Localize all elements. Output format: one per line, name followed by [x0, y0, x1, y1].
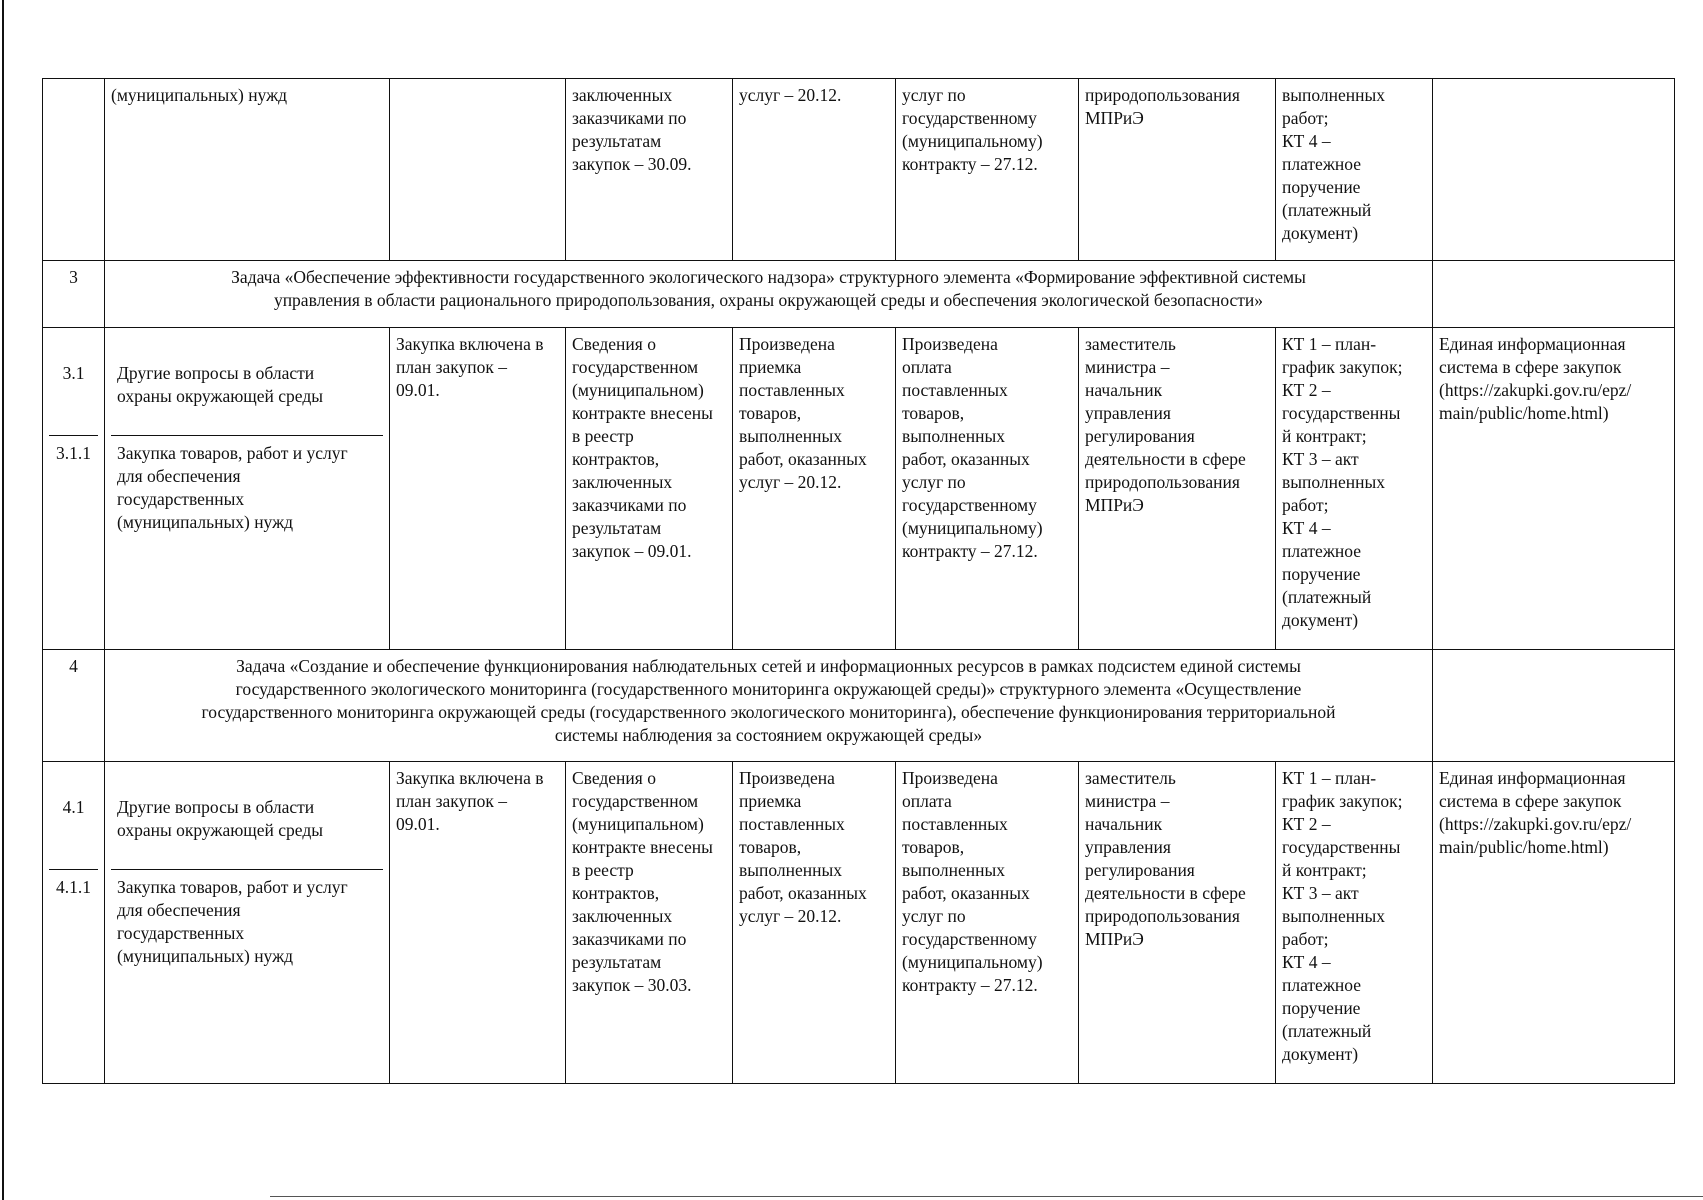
task-number: 3	[43, 261, 105, 328]
cell-name: (муниципальных) нужд	[105, 79, 390, 261]
cell-num	[43, 328, 105, 650]
footer-divider	[270, 1196, 1703, 1197]
cell-num	[43, 79, 105, 261]
cell-event	[390, 79, 566, 261]
cell-info: Сведения о государственном (муниципальном) контракте внесены в реестр контрактов, заключенных заказчиками по результатам закупок – 09.01.	[566, 328, 733, 650]
cell-payment: Произведена оплата поставленных товаров, выполненных работ, оказанных услуг по государственному (муниципальному) контракту – 27.12.	[896, 328, 1079, 650]
cell-acceptance: услуг – 20.12.	[733, 79, 896, 261]
row-number: 3.1	[62, 363, 85, 383]
table-row	[43, 762, 1675, 1084]
cell-responsible: природопользования МПРиЭ	[1079, 79, 1276, 261]
task-number: 4	[43, 650, 105, 762]
cell-payment: Произведена оплата поставленных товаров, выполненных работ, оказанных услуг по государственному (муниципальному) контракту – 27.12.	[896, 762, 1079, 1084]
task-row	[43, 650, 1675, 762]
table-row	[43, 328, 1675, 650]
cell-name	[105, 328, 390, 650]
cell-acceptance: Произведена приемка поставленных товаров, выполненных работ, оказанных услуг – 20.12.	[733, 762, 896, 1084]
cell-info: заключенных заказчиками по результатам закупок – 30.09.	[566, 79, 733, 261]
row-number: 4.1	[62, 797, 85, 817]
cell-source	[1433, 79, 1675, 261]
cell-checkpoints: КТ 1 – план- график закупок; КТ 2 – государственны й контракт; КТ 3 – акт выполненных работ; КТ 4 – платежное поручение (платежный документ)	[1276, 762, 1433, 1084]
row-name: Другие вопросы в области охраны окружающей среды	[117, 797, 324, 840]
binder-edge-line	[2, 0, 4, 1200]
cell-info: Сведения о государственном (муниципальном) контракте внесены в реестр контрактов, заключенных заказчиками по результатам закупок – 30.03.	[566, 762, 733, 1084]
cell-responsible: заместитель министра – начальник управления регулирования деятельности в сфере природопользования МПРиЭ	[1079, 328, 1276, 650]
task-description: Задача «Обеспечение эффективности государственного экологического надзора» структурного элемента «Формирование эффективной системы управления в области рационального природопользования, охраны окружающей среды и обеспечения экологической безопасности»	[105, 261, 1433, 328]
task-empty-cell	[1433, 650, 1675, 762]
cell-num	[43, 762, 105, 1084]
cell-acceptance: Произведена приемка поставленных товаров, выполненных работ, оказанных услуг – 20.12.	[733, 328, 896, 650]
sub-row-name: Закупка товаров, работ и услуг для обеспечения государственных (муниципальных) нужд	[111, 869, 383, 976]
cell-payment: услуг по государственному (муниципальному) контракту – 27.12.	[896, 79, 1079, 261]
cell-event: Закупка включена в план закупок – 09.01.	[390, 328, 566, 650]
sub-row-number: 4.1.1	[49, 869, 98, 907]
cell-event: Закупка включена в план закупок – 09.01.	[390, 762, 566, 1084]
cell-checkpoints: выполненных работ; КТ 4 – платежное поручение (платежный документ)	[1276, 79, 1433, 261]
cell-responsible: заместитель министра – начальник управления регулирования деятельности в сфере природопользования МПРиЭ	[1079, 762, 1276, 1084]
cell-checkpoints: КТ 1 – план- график закупок; КТ 2 – государственны й контракт; КТ 3 – акт выполненных работ; КТ 4 – платежное поручение (платежный документ)	[1276, 328, 1433, 650]
task-row	[43, 261, 1675, 328]
cell-name	[105, 762, 390, 1084]
implementation-plan-table	[42, 78, 1675, 1084]
cell-source: Единая информационная система в сфере закупок (https://zakupki.gov.ru/epz/ main/public/home.html)	[1433, 762, 1675, 1084]
row-name: Другие вопросы в области охраны окружающей среды	[117, 363, 324, 406]
cell-source: Единая информационная система в сфере закупок (https://zakupki.gov.ru/epz/ main/public/home.html)	[1433, 328, 1675, 650]
sub-row-number: 3.1.1	[49, 435, 98, 473]
task-description: Задача «Создание и обеспечение функционирования наблюдательных сетей и информационных ресурсов в рамках подсистем единой системы государственного экологического мониторинга (государственного мониторинга окружающей среды)» структурного элемента «Осуществление государственного мониторинга окружающей среды (государственного экологического мониторинга), обеспечение функционирования территориальной системы наблюдения за состоянием окружающей среды»	[105, 650, 1433, 762]
sub-row-name: Закупка товаров, работ и услуг для обеспечения государственных (муниципальных) нужд	[111, 435, 383, 542]
task-empty-cell	[1433, 261, 1675, 328]
table-row-continuation	[43, 79, 1675, 261]
